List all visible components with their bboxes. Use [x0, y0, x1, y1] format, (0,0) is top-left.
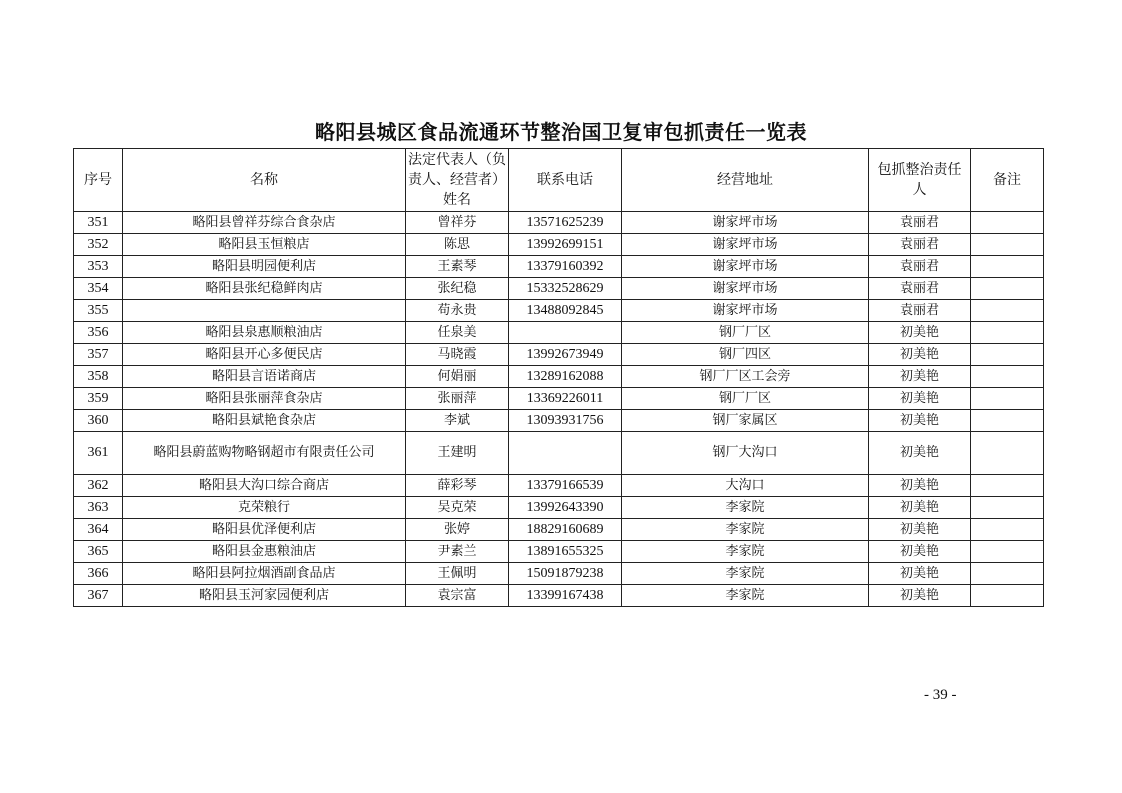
- cell-note: [971, 541, 1044, 563]
- responsibility-table: [73, 148, 1044, 607]
- cell-responsible: 初美艳: [869, 475, 971, 497]
- cell-address: 谢家坪市场: [622, 300, 869, 322]
- cell-seq: 362: [74, 475, 123, 497]
- cell-phone: 13488092845: [509, 300, 622, 322]
- cell-address: 大沟口: [622, 475, 869, 497]
- cell-representative: 苟永贵: [406, 300, 509, 322]
- table-row: [74, 475, 1044, 497]
- cell-address: 谢家坪市场: [622, 212, 869, 234]
- cell-address: 李家院: [622, 519, 869, 541]
- header-name: 名称: [123, 149, 406, 212]
- cell-note: [971, 410, 1044, 432]
- cell-seq: 367: [74, 585, 123, 607]
- header-representative: 法定代表人（负责人、经营者）姓名: [406, 149, 509, 212]
- cell-representative: 马晓霞: [406, 344, 509, 366]
- cell-name: 略阳县开心多便民店: [123, 344, 406, 366]
- cell-name: 略阳县大沟口综合商店: [123, 475, 406, 497]
- cell-phone: 18829160689: [509, 519, 622, 541]
- table-row: [74, 234, 1044, 256]
- header-row: [74, 149, 1044, 212]
- table-row: [74, 432, 1044, 475]
- cell-phone: 13992643390: [509, 497, 622, 519]
- cell-seq: 358: [74, 366, 123, 388]
- cell-seq: 351: [74, 212, 123, 234]
- cell-responsible: 初美艳: [869, 366, 971, 388]
- cell-representative: 薛彩琴: [406, 475, 509, 497]
- header-seq: 序号: [74, 149, 123, 212]
- cell-note: [971, 519, 1044, 541]
- cell-representative: 吴克荣: [406, 497, 509, 519]
- page-number: - 39 -: [924, 687, 957, 703]
- cell-phone: [509, 432, 622, 475]
- cell-name: 略阳县泉惠顺粮油店: [123, 322, 406, 344]
- header-note: 备注: [971, 149, 1044, 212]
- cell-seq: 366: [74, 563, 123, 585]
- cell-representative: 袁宗富: [406, 585, 509, 607]
- cell-seq: 357: [74, 344, 123, 366]
- cell-note: [971, 475, 1044, 497]
- table-row: [74, 541, 1044, 563]
- table-row: [74, 212, 1044, 234]
- cell-representative: 何娟丽: [406, 366, 509, 388]
- table-row: [74, 497, 1044, 519]
- cell-phone: 13399167438: [509, 585, 622, 607]
- cell-name: 略阳县斌艳食杂店: [123, 410, 406, 432]
- cell-note: [971, 256, 1044, 278]
- cell-note: [971, 234, 1044, 256]
- cell-representative: 张纪稳: [406, 278, 509, 300]
- cell-name: 略阳县明园便利店: [123, 256, 406, 278]
- cell-note: [971, 563, 1044, 585]
- cell-address: 李家院: [622, 541, 869, 563]
- cell-responsible: 袁丽君: [869, 300, 971, 322]
- cell-representative: 张婷: [406, 519, 509, 541]
- cell-responsible: 初美艳: [869, 432, 971, 475]
- cell-name: 略阳县玉河家园便利店: [123, 585, 406, 607]
- header-phone: 联系电话: [509, 149, 622, 212]
- cell-note: [971, 497, 1044, 519]
- cell-note: [971, 322, 1044, 344]
- cell-note: [971, 300, 1044, 322]
- cell-phone: 13379160392: [509, 256, 622, 278]
- cell-seq: 363: [74, 497, 123, 519]
- cell-responsible: 初美艳: [869, 519, 971, 541]
- cell-representative: 王建明: [406, 432, 509, 475]
- cell-responsible: 初美艳: [869, 410, 971, 432]
- cell-address: 钢厂四区: [622, 344, 869, 366]
- cell-name: 略阳县优泽便利店: [123, 519, 406, 541]
- cell-address: 谢家坪市场: [622, 278, 869, 300]
- cell-address: 钢厂大沟口: [622, 432, 869, 475]
- cell-address: 钢厂厂区: [622, 388, 869, 410]
- cell-phone: 13891655325: [509, 541, 622, 563]
- table-row: [74, 366, 1044, 388]
- cell-name: 略阳县阿拉烟酒副食品店: [123, 563, 406, 585]
- cell-seq: 353: [74, 256, 123, 278]
- cell-note: [971, 212, 1044, 234]
- cell-name: 略阳县金惠粮油店: [123, 541, 406, 563]
- table-row: [74, 344, 1044, 366]
- table-row: [74, 519, 1044, 541]
- cell-seq: 356: [74, 322, 123, 344]
- cell-seq: 354: [74, 278, 123, 300]
- cell-responsible: 袁丽君: [869, 278, 971, 300]
- cell-responsible: 初美艳: [869, 563, 971, 585]
- cell-representative: 任泉美: [406, 322, 509, 344]
- table-row: [74, 388, 1044, 410]
- table-row: [74, 256, 1044, 278]
- cell-responsible: 袁丽君: [869, 256, 971, 278]
- cell-seq: 361: [74, 432, 123, 475]
- cell-representative: 王素琴: [406, 256, 509, 278]
- cell-note: [971, 366, 1044, 388]
- table-row: [74, 585, 1044, 607]
- cell-responsible: 初美艳: [869, 344, 971, 366]
- cell-name: 略阳县言语诺商店: [123, 366, 406, 388]
- cell-representative: 曾祥芬: [406, 212, 509, 234]
- header-address: 经营地址: [622, 149, 869, 212]
- cell-seq: 360: [74, 410, 123, 432]
- cell-note: [971, 278, 1044, 300]
- cell-responsible: 袁丽君: [869, 212, 971, 234]
- cell-name: 略阳县张纪稳鲜肉店: [123, 278, 406, 300]
- cell-name: 略阳县蔚蓝购物略钢超市有限责任公司: [123, 432, 406, 475]
- table-row: [74, 278, 1044, 300]
- cell-representative: 尹素兰: [406, 541, 509, 563]
- cell-address: 李家院: [622, 585, 869, 607]
- table-row: [74, 300, 1044, 322]
- cell-address: 谢家坪市场: [622, 234, 869, 256]
- cell-seq: 364: [74, 519, 123, 541]
- cell-name: 略阳县张丽萍食杂店: [123, 388, 406, 410]
- cell-address: 李家院: [622, 497, 869, 519]
- cell-phone: 15091879238: [509, 563, 622, 585]
- cell-name: [123, 300, 406, 322]
- cell-seq: 355: [74, 300, 123, 322]
- cell-representative: 李斌: [406, 410, 509, 432]
- cell-address: 谢家坪市场: [622, 256, 869, 278]
- cell-responsible: 袁丽君: [869, 234, 971, 256]
- table-row: [74, 563, 1044, 585]
- cell-address: 钢厂厂区: [622, 322, 869, 344]
- cell-note: [971, 344, 1044, 366]
- cell-responsible: 初美艳: [869, 388, 971, 410]
- cell-phone: 13289162088: [509, 366, 622, 388]
- cell-name: 略阳县玉恒粮店: [123, 234, 406, 256]
- table-row: [74, 322, 1044, 344]
- cell-note: [971, 432, 1044, 475]
- cell-note: [971, 585, 1044, 607]
- cell-responsible: 初美艳: [869, 585, 971, 607]
- cell-phone: [509, 322, 622, 344]
- cell-phone: 13093931756: [509, 410, 622, 432]
- cell-phone: 15332528629: [509, 278, 622, 300]
- cell-responsible: 初美艳: [869, 322, 971, 344]
- cell-name: 克荣粮行: [123, 497, 406, 519]
- cell-representative: 陈思: [406, 234, 509, 256]
- table-row: [74, 410, 1044, 432]
- cell-note: [971, 388, 1044, 410]
- cell-phone: 13992673949: [509, 344, 622, 366]
- cell-phone: 13369226011: [509, 388, 622, 410]
- cell-seq: 359: [74, 388, 123, 410]
- cell-phone: 13571625239: [509, 212, 622, 234]
- document-title: 略阳县城区食品流通环节整治国卫复审包抓责任一览表: [315, 120, 807, 144]
- cell-address: 钢厂厂区工会旁: [622, 366, 869, 388]
- cell-name: 略阳县曾祥芬综合食杂店: [123, 212, 406, 234]
- cell-seq: 365: [74, 541, 123, 563]
- cell-phone: 13379166539: [509, 475, 622, 497]
- cell-representative: 王佩明: [406, 563, 509, 585]
- cell-address: 李家院: [622, 563, 869, 585]
- cell-representative: 张丽萍: [406, 388, 509, 410]
- cell-phone: 13992699151: [509, 234, 622, 256]
- cell-seq: 352: [74, 234, 123, 256]
- cell-responsible: 初美艳: [869, 497, 971, 519]
- header-responsible: 包抓整治责任人: [869, 149, 971, 212]
- cell-responsible: 初美艳: [869, 541, 971, 563]
- cell-address: 钢厂家属区: [622, 410, 869, 432]
